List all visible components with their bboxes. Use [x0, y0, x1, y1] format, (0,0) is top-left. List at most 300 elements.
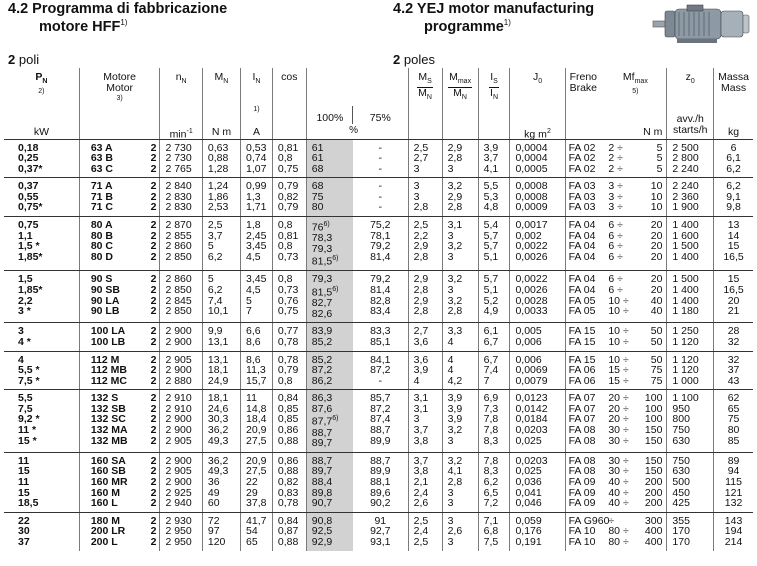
- mf-min: 3 ÷: [608, 180, 623, 193]
- cell-value: 7,5 *: [18, 374, 40, 387]
- cell-value: 3,9: [447, 392, 463, 405]
- cell-line: [246, 436, 272, 447]
- col-j0: $J_0$ kg $m^2$: [510, 68, 565, 139]
- cell-j0: [510, 217, 565, 271]
- cell-value: FA 08: [568, 424, 596, 437]
- cell-motor: [79, 512, 160, 550]
- table-row-group: [4, 217, 753, 271]
- cell-line: [312, 376, 353, 387]
- col-mf: $Mf_{max}$ 5) N m: [604, 68, 667, 139]
- cell-line: [246, 498, 272, 509]
- cell-value: 0,82: [277, 475, 299, 488]
- mf-min: 6 ÷: [608, 250, 623, 263]
- cell-value: 15: [727, 240, 740, 253]
- cell-value: 3,6: [413, 335, 429, 348]
- cell-m: [202, 271, 240, 323]
- cell-value: 800: [672, 413, 690, 426]
- cell-value: 15: [18, 486, 30, 499]
- cell-value: 0,036: [515, 475, 542, 488]
- cell-brake: [565, 217, 604, 271]
- motor-poles: 2: [150, 273, 157, 286]
- cell-value: 37: [18, 535, 30, 548]
- mf-min: 6 ÷: [608, 229, 623, 242]
- cell-value: 10,1: [207, 305, 229, 318]
- cell-value: 2,1: [413, 475, 429, 488]
- cell-mf_a: [604, 390, 667, 452]
- table-header: [4, 68, 753, 139]
- cell-line: [91, 337, 160, 348]
- motor-type: 80 B: [90, 229, 113, 242]
- cell-value: 2 850: [165, 250, 192, 263]
- cell-line: [18, 202, 79, 213]
- cell-value: 1 250: [672, 325, 699, 338]
- cell-value: 0,84: [277, 514, 299, 527]
- cell-value: 4: [447, 335, 454, 348]
- cell-brake: [565, 178, 604, 217]
- cell-value: 2,7: [413, 152, 429, 165]
- cell-ms: [408, 351, 442, 390]
- cell-value: 0,76: [277, 294, 299, 307]
- cell-value: 0,0009: [515, 201, 548, 214]
- cell-line: [714, 537, 753, 548]
- cell-value: 5: [246, 294, 252, 307]
- cell-line: [91, 252, 160, 263]
- cell-cos: [272, 452, 306, 512]
- cell-line: [569, 252, 605, 263]
- cell-value: 0,0004: [515, 152, 548, 165]
- cell-line: [353, 337, 408, 348]
- cell-value: 3: [447, 284, 454, 297]
- cell-mf_a: [604, 323, 667, 351]
- table-row-group: [4, 323, 753, 351]
- poles-label-left: 2 poli: [8, 52, 40, 67]
- cell-value: 3: [447, 497, 454, 510]
- mf-max: 150: [644, 424, 663, 437]
- cell-value: 2 905: [165, 434, 192, 447]
- cell-value: 1,86: [207, 190, 229, 203]
- cell-value: 2 360: [672, 190, 699, 203]
- cell-value: 1,71: [246, 201, 267, 214]
- cell-value: 2,6: [413, 497, 429, 510]
- cell-line: [91, 164, 160, 175]
- cell-value: 0,8: [277, 273, 293, 286]
- cell-value: 87,4: [370, 413, 391, 426]
- cell-value: 11: [18, 475, 30, 488]
- cell-value: 90,7: [311, 497, 333, 510]
- cell-line: [569, 498, 605, 509]
- cell-line: [278, 202, 306, 213]
- mf-min: 30 ÷: [608, 465, 629, 478]
- cell-value: 0,85: [277, 402, 299, 415]
- cell-mf_a: [604, 217, 667, 271]
- cell-j0: [510, 178, 565, 217]
- cell-value: 1 400: [672, 284, 699, 297]
- motor-poles: 2: [150, 465, 157, 478]
- cell-line: [414, 202, 442, 213]
- motor-poles: 2: [150, 180, 157, 193]
- cell-value: 3 *: [18, 305, 31, 318]
- cell-value: 81,5: [311, 286, 333, 299]
- cell-value: 1 500: [672, 240, 699, 253]
- cell-z0: [667, 178, 714, 217]
- cell-value: 24,9: [207, 374, 229, 387]
- cell-line: [414, 436, 442, 447]
- motor-type: 160 MR: [90, 475, 128, 488]
- cell-value: 79,3: [311, 242, 333, 255]
- cell-line: [448, 252, 478, 263]
- cell-value: FA 10: [568, 535, 596, 548]
- cell-value: 3,7: [483, 152, 499, 165]
- cell-line: [353, 436, 408, 447]
- cell-value: FA 09: [568, 475, 596, 488]
- cell-j0: [510, 139, 565, 178]
- cell-value: 2 950: [165, 525, 192, 538]
- cell-value: 2,53: [207, 201, 229, 214]
- mf-max: 5: [656, 152, 663, 165]
- cell-value: 0,77: [277, 325, 299, 338]
- mf-min: 10 ÷: [608, 353, 629, 366]
- mf-min: 10 ÷: [608, 325, 629, 338]
- mf-max: 400: [644, 535, 663, 548]
- cell-n: [160, 512, 202, 550]
- cell-is: [478, 390, 510, 452]
- cell-value: 3,3: [447, 325, 463, 338]
- cell-line: [448, 498, 478, 509]
- cell-line: [515, 164, 564, 175]
- cell-value: 92,5: [311, 525, 333, 538]
- cell-value: 20,9: [246, 424, 267, 437]
- cell-value: 3,9: [447, 413, 463, 426]
- cell-value: 1 400: [672, 294, 699, 307]
- cell-value: 18,4: [246, 413, 267, 426]
- motor-poles: 2: [150, 190, 157, 203]
- cell-line: [312, 438, 353, 449]
- cell-value: 6,2: [207, 250, 223, 263]
- cell-value: -: [378, 162, 383, 175]
- cell-value: 3: [413, 190, 420, 203]
- cell-motor: [79, 323, 160, 351]
- cell-value: 0,88: [277, 535, 299, 548]
- cell-line: [312, 537, 353, 548]
- cell-value: 6,6: [246, 325, 261, 338]
- cell-value: 132: [724, 497, 743, 510]
- cell-eff100: [306, 351, 353, 390]
- cell-value: 4 *: [18, 335, 31, 348]
- cell-brake: [565, 323, 604, 351]
- cell-value: FA 07: [568, 413, 596, 426]
- cell-line: [312, 337, 353, 348]
- cell-line: [672, 202, 713, 213]
- cell-line: [414, 306, 442, 317]
- cell-value: 1,24: [207, 180, 229, 193]
- motor-poles: 2: [150, 353, 157, 366]
- cell-value: 5,7: [483, 273, 499, 286]
- cell-mmax: [442, 271, 478, 323]
- cell-value: 2,5: [413, 219, 429, 232]
- motor-poles: 2: [150, 201, 157, 214]
- motor-type: 100 LA: [90, 325, 126, 338]
- cell-mass: [714, 390, 753, 452]
- cell-i: [241, 217, 273, 271]
- cell-value: 143: [724, 514, 743, 527]
- cell-value: 2 850: [165, 284, 192, 297]
- cell-line: [246, 252, 272, 263]
- cell-value: 0,63: [207, 141, 229, 154]
- mf-max: 20: [650, 240, 663, 253]
- cell-line: [278, 376, 306, 387]
- cell-motor: [79, 217, 160, 271]
- cell-value: -: [378, 141, 383, 154]
- cell-line: [246, 202, 272, 213]
- cell-value: 0,83: [277, 486, 299, 499]
- cell-value: FA 02: [568, 162, 596, 175]
- motor-poles: 2: [150, 364, 157, 377]
- motor-poles: 2: [150, 229, 157, 242]
- cell-line: [714, 337, 753, 348]
- cell-value: 3,1: [413, 402, 429, 415]
- mf-max: 10: [650, 180, 663, 193]
- cell-brake: [565, 452, 604, 512]
- motor-type: 63 A: [90, 141, 113, 154]
- motor-type: 80 D: [90, 250, 113, 263]
- cell-power: [4, 512, 79, 550]
- footnote-ref: 6): [332, 415, 339, 423]
- cell-value: 630: [672, 465, 690, 478]
- cell-value: 630: [672, 434, 690, 447]
- cell-value: 0,006: [515, 353, 542, 366]
- cell-value: 85,2: [311, 335, 333, 348]
- col-eff100: 100% %: [306, 68, 353, 139]
- cell-line: [569, 164, 605, 175]
- cell-line: [448, 337, 478, 348]
- mf-max: 200: [644, 475, 663, 488]
- cell-power: [4, 452, 79, 512]
- cell-line: [91, 498, 160, 509]
- cell-value: 15: [727, 273, 740, 286]
- cell-value: 2 900: [165, 335, 192, 348]
- cell-line: [515, 306, 564, 317]
- cell-value: FA 07: [568, 402, 596, 415]
- cell-ms: [408, 390, 442, 452]
- cell-line: [448, 306, 478, 317]
- cell-m: [202, 512, 240, 550]
- cell-value: 82,7: [311, 297, 333, 310]
- cell-line: [18, 252, 79, 263]
- cell-value: 88,4: [311, 475, 333, 488]
- cell-line: [448, 376, 478, 387]
- mf-max: 75: [650, 364, 663, 377]
- cell-value: 2 840: [165, 180, 192, 193]
- cell-motor: [79, 139, 160, 178]
- cell-value: 2,6: [447, 525, 463, 538]
- cell-value: 5,1: [483, 284, 499, 297]
- cell-value: 13,1: [207, 353, 229, 366]
- cell-value: 0,78: [277, 335, 299, 348]
- cell-line: [608, 306, 666, 317]
- cell-mf_a: [604, 178, 667, 217]
- cell-value: 2 860: [165, 273, 192, 286]
- cell-value: 49,3: [207, 434, 229, 447]
- mf-min: 3 ÷: [608, 201, 623, 214]
- cell-value: 2,8: [447, 152, 463, 165]
- mf-min: 40 ÷: [608, 497, 629, 510]
- cell-value: 14: [727, 229, 740, 242]
- motor-type: 160 SB: [90, 465, 126, 478]
- cell-cos: [272, 271, 306, 323]
- cell-value: 8,3: [483, 434, 499, 447]
- cell-power: [4, 271, 79, 323]
- cell-i: [241, 390, 273, 452]
- cell-mf_a: [604, 139, 667, 178]
- table-row-group: [4, 452, 753, 512]
- cell-line: [353, 306, 408, 317]
- cell-line: [672, 164, 713, 175]
- cell-i: [241, 271, 273, 323]
- cell-eff75: [353, 452, 408, 512]
- cell-value: 16,5: [723, 284, 744, 297]
- cell-value: 3,45: [246, 240, 267, 253]
- cell-value: 78,1: [370, 229, 391, 242]
- cell-eff100: [306, 139, 353, 178]
- cell-value: 37,8: [246, 497, 267, 510]
- motor-type: 90 S: [90, 273, 113, 286]
- cell-value: 32: [727, 353, 740, 366]
- cell-value: 3: [18, 325, 24, 338]
- cell-line: [165, 337, 201, 348]
- cell-line: [312, 244, 353, 255]
- cell-value: 121: [724, 486, 743, 499]
- cell-line: [714, 252, 753, 263]
- cell-value: 0,75: [18, 219, 39, 232]
- col-z0: $z_0$ avv./h starts/h: [667, 68, 714, 139]
- cell-value: 88,7: [311, 426, 333, 439]
- cell-line: [18, 376, 79, 387]
- cell-value: 2,4: [413, 525, 429, 538]
- motor-poles: 2: [150, 514, 157, 527]
- motor-poles: 2: [150, 535, 157, 548]
- cell-value: 3,2: [447, 424, 463, 437]
- cell-line: [414, 164, 442, 175]
- cell-ms: [408, 178, 442, 217]
- cell-line: [414, 252, 442, 263]
- cell-value: 450: [672, 486, 690, 499]
- cell-value: 32: [727, 335, 740, 348]
- cell-j0: [510, 351, 565, 390]
- spec-table: [4, 68, 753, 551]
- cell-value: 6: [730, 141, 737, 154]
- cell-is: [478, 271, 510, 323]
- cell-value: 2 240: [672, 162, 699, 175]
- cell-value: 0,75: [277, 162, 299, 175]
- cell-line: [91, 436, 160, 447]
- cell-line: [448, 164, 478, 175]
- cell-line: [714, 164, 753, 175]
- motor-type: 200 LR: [90, 525, 126, 538]
- cell-value: 2,2: [413, 229, 429, 242]
- cell-value: 0,73: [277, 250, 299, 263]
- cell-line: [208, 252, 240, 263]
- cell-power: [4, 323, 79, 351]
- cell-value: 88,7: [311, 454, 333, 467]
- title-left: 4.2 Programma di fabbricazione motore HFF$^{1)}$: [8, 1, 228, 35]
- cell-line: [608, 252, 666, 263]
- mf-max: 20: [650, 229, 663, 242]
- cell-value: 83,3: [370, 325, 391, 338]
- cell-value: 0,176: [515, 525, 542, 538]
- motor-type: 160 SA: [90, 454, 126, 467]
- cell-value: 0,78: [277, 497, 299, 510]
- table-row-group: [4, 139, 753, 178]
- cell-value: FA 08: [568, 454, 596, 467]
- cell-mmax: [442, 217, 478, 271]
- cell-cos: [272, 323, 306, 351]
- cell-value: FA 02: [568, 152, 596, 165]
- cell-value: 7,4: [207, 294, 223, 307]
- mf-max: 200: [644, 486, 663, 499]
- cell-value: 6,2: [726, 180, 741, 193]
- cell-value: 13: [727, 219, 740, 232]
- motor-poles: 2: [150, 294, 157, 307]
- cell-value: 5,7: [483, 229, 499, 242]
- cell-line: [18, 306, 79, 317]
- cell-value: 20,9: [246, 454, 267, 467]
- cell-ms: [408, 139, 442, 178]
- cell-value: 86,2: [311, 374, 333, 387]
- motor-type: 112 M: [90, 353, 120, 366]
- cell-value: 88,7: [370, 424, 391, 437]
- mf-min: 20 ÷: [608, 392, 629, 405]
- cell-mmax: [442, 351, 478, 390]
- cell-value: 5: [207, 273, 214, 286]
- cell-value: 8,3: [483, 465, 499, 478]
- cell-value: 93,1: [370, 535, 391, 548]
- cell-line: [672, 376, 713, 387]
- cell-line: [569, 436, 605, 447]
- cell-value: 6,9: [483, 392, 499, 405]
- cell-line: [18, 537, 79, 548]
- cell-value: 0,53: [246, 141, 267, 154]
- motor-type: 100 LB: [90, 335, 126, 348]
- cell-z0: [667, 217, 714, 271]
- cell-value: 87,2: [311, 364, 333, 377]
- cell-line: [484, 537, 510, 548]
- cell-line: [246, 376, 272, 387]
- cell-value: 75,2: [370, 219, 391, 232]
- cell-value: 83,9: [311, 325, 333, 338]
- motor-poles: 2: [150, 434, 157, 447]
- cell-value: 3: [447, 229, 454, 242]
- cell-value: 0,88: [207, 152, 229, 165]
- cell-brake: [565, 512, 610, 550]
- cell-value: 0,8: [277, 219, 293, 232]
- cell-line: [278, 498, 306, 509]
- cell-value: 92,9: [311, 535, 333, 548]
- cell-value: 65: [727, 402, 740, 415]
- cell-j0: [510, 271, 565, 323]
- cell-value: 7: [483, 374, 490, 387]
- motor-poles: 2: [150, 424, 157, 437]
- mf-min: 20 ÷: [608, 402, 629, 415]
- cell-i: [241, 178, 273, 217]
- table-row-group: [4, 351, 753, 390]
- col-cos: cos: [272, 68, 306, 139]
- cell-line: [278, 306, 306, 317]
- cell-n: [160, 217, 202, 271]
- cell-value: 8,6: [246, 335, 261, 348]
- cell-value: 2 900: [165, 475, 192, 488]
- cell-value: 5,5: [483, 180, 499, 193]
- motor-poles: 2: [150, 162, 157, 175]
